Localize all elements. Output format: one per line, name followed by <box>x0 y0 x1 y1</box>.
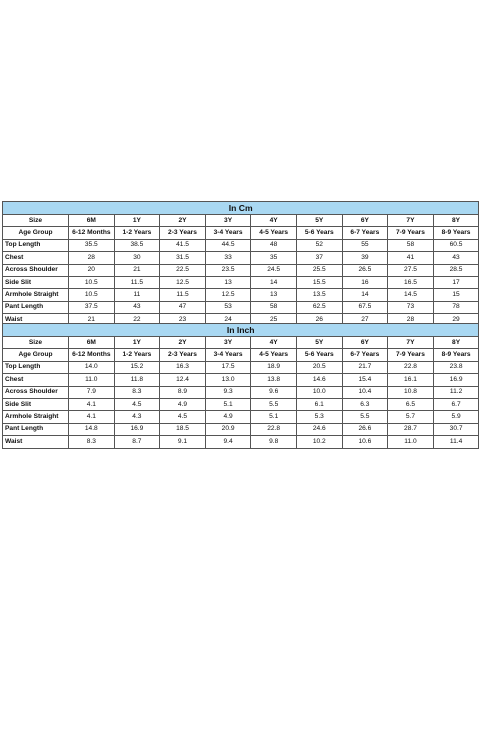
measurement-value: 28 <box>388 314 434 326</box>
measurement-value: 11.2 <box>433 386 479 398</box>
measurement-value: 11.4 <box>433 436 479 448</box>
table-title: In Inch <box>3 324 479 337</box>
measurement-value: 9.6 <box>251 386 297 398</box>
size-header-cell: 1Y <box>114 215 160 227</box>
measurement-value: 55 <box>342 239 388 251</box>
measurement-value: 25.5 <box>296 264 342 276</box>
size-header-label: Size <box>3 215 69 227</box>
measurement-value: 4.5 <box>160 411 206 423</box>
size-header-row <box>3 337 479 349</box>
measurement-value: 67.5 <box>342 301 388 313</box>
age-group-cell: 3-4 Years <box>205 349 251 361</box>
measurement-value: 23 <box>160 314 206 326</box>
measurement-value: 14.6 <box>296 374 342 386</box>
table-title: In Cm <box>3 202 479 215</box>
age-group-row <box>3 227 479 239</box>
size-header-cell: 4Y <box>251 215 297 227</box>
measurement-value: 24.6 <box>296 423 342 435</box>
age-group-cell: 8-9 Years <box>433 349 479 361</box>
measurement-value: 22.8 <box>388 361 434 373</box>
measurement-value: 33 <box>205 252 251 264</box>
measurement-value: 30.7 <box>433 423 479 435</box>
measurement-value: 12.5 <box>205 289 251 301</box>
age-group-cell: 4-5 Years <box>251 227 297 239</box>
size-header-cell: 6Y <box>342 337 388 349</box>
measurement-value: 14.0 <box>69 361 115 373</box>
measurement-value: 62.5 <box>296 301 342 313</box>
age-group-cell: 8-9 Years <box>433 227 479 239</box>
measurement-value: 15.4 <box>342 374 388 386</box>
size-header-cell: 7Y <box>388 337 434 349</box>
measurement-value: 10.4 <box>342 386 388 398</box>
measurement-value: 15.5 <box>296 276 342 288</box>
table-row <box>3 239 479 251</box>
measurement-value: 5.1 <box>251 411 297 423</box>
measurement-value: 11 <box>114 289 160 301</box>
measurement-value: 26.5 <box>342 264 388 276</box>
table-row <box>3 374 479 386</box>
table-row <box>3 276 479 288</box>
measurement-value: 60.5 <box>433 239 479 251</box>
measurement-value: 24 <box>205 314 251 326</box>
table-row <box>3 386 479 398</box>
age-group-cell: 6-7 Years <box>342 349 388 361</box>
table-title-row <box>3 202 479 215</box>
measurement-value: 4.5 <box>114 398 160 410</box>
measurement-value: 17.5 <box>205 361 251 373</box>
measurement-value: 12.5 <box>160 276 206 288</box>
measurement-value: 13.0 <box>205 374 251 386</box>
measurement-value: 14.8 <box>69 423 115 435</box>
measurement-value: 37 <box>296 252 342 264</box>
age-group-cell: 3-4 Years <box>205 227 251 239</box>
measurement-value: 28.7 <box>388 423 434 435</box>
measurement-value: 39 <box>342 252 388 264</box>
measurement-value: 10.8 <box>388 386 434 398</box>
measurement-value: 8.3 <box>114 386 160 398</box>
table-row <box>3 361 479 373</box>
measurement-value: 58 <box>388 239 434 251</box>
measurement-value: 41 <box>388 252 434 264</box>
table-row <box>3 411 479 423</box>
measurement-value: 21 <box>114 264 160 276</box>
measurement-value: 4.9 <box>205 411 251 423</box>
measurement-label: Side Slit <box>3 276 69 288</box>
measurement-value: 25 <box>251 314 297 326</box>
size-header-label: Size <box>3 337 69 349</box>
measurement-value: 47 <box>160 301 206 313</box>
measurement-value: 10.5 <box>69 276 115 288</box>
table-row <box>3 264 479 276</box>
measurement-value: 22 <box>114 314 160 326</box>
measurement-value: 7.9 <box>69 386 115 398</box>
measurement-value: 8.7 <box>114 436 160 448</box>
age-group-cell: 1-2 Years <box>114 227 160 239</box>
measurement-value: 4.1 <box>69 411 115 423</box>
measurement-label: Pant Length <box>3 301 69 313</box>
size-chart-inch-table <box>2 323 479 449</box>
measurement-value: 58 <box>251 301 297 313</box>
measurement-value: 78 <box>433 301 479 313</box>
measurement-value: 16.3 <box>160 361 206 373</box>
measurement-value: 9.8 <box>251 436 297 448</box>
measurement-value: 14 <box>342 289 388 301</box>
measurement-value: 10.0 <box>296 386 342 398</box>
age-group-cell: 6-12 Months <box>69 349 115 361</box>
table-row <box>3 252 479 264</box>
measurement-value: 6.7 <box>433 398 479 410</box>
measurement-value: 16.9 <box>114 423 160 435</box>
size-header-cell: 1Y <box>114 337 160 349</box>
age-group-cell: 2-3 Years <box>160 349 206 361</box>
measurement-value: 20 <box>69 264 115 276</box>
measurement-label: Armhole Straight <box>3 289 69 301</box>
measurement-value: 5.1 <box>205 398 251 410</box>
measurement-label: Across Shoulder <box>3 264 69 276</box>
measurement-value: 23.5 <box>205 264 251 276</box>
size-header-cell: 4Y <box>251 337 297 349</box>
measurement-label: Top Length <box>3 361 69 373</box>
measurement-value: 8.9 <box>160 386 206 398</box>
measurement-value: 18.5 <box>160 423 206 435</box>
measurement-value: 21.7 <box>342 361 388 373</box>
table-title-row <box>3 324 479 337</box>
measurement-value: 5.7 <box>388 411 434 423</box>
measurement-value: 28 <box>69 252 115 264</box>
measurement-value: 14 <box>251 276 297 288</box>
measurement-value: 31.5 <box>160 252 206 264</box>
measurement-value: 43 <box>114 301 160 313</box>
size-header-cell: 6M <box>69 215 115 227</box>
measurement-value: 18.9 <box>251 361 297 373</box>
age-group-cell: 2-3 Years <box>160 227 206 239</box>
measurement-value: 30 <box>114 252 160 264</box>
measurement-value: 37.5 <box>69 301 115 313</box>
measurement-value: 43 <box>433 252 479 264</box>
age-group-cell: 4-5 Years <box>251 349 297 361</box>
age-group-cell: 5-6 Years <box>296 349 342 361</box>
size-header-cell: 2Y <box>160 337 206 349</box>
measurement-value: 22.8 <box>251 423 297 435</box>
size-header-cell: 6M <box>69 337 115 349</box>
measurement-value: 12.4 <box>160 374 206 386</box>
measurement-value: 16 <box>342 276 388 288</box>
size-header-cell: 7Y <box>388 215 434 227</box>
measurement-value: 13.8 <box>251 374 297 386</box>
measurement-value: 5.9 <box>433 411 479 423</box>
measurement-value: 53 <box>205 301 251 313</box>
size-header-cell: 5Y <box>296 337 342 349</box>
measurement-value: 15.2 <box>114 361 160 373</box>
measurement-label: Pant Length <box>3 423 69 435</box>
size-header-cell: 8Y <box>433 215 479 227</box>
measurement-value: 48 <box>251 239 297 251</box>
table-row <box>3 301 479 313</box>
age-group-cell: 7-9 Years <box>388 227 434 239</box>
size-header-cell: 5Y <box>296 215 342 227</box>
size-header-cell: 3Y <box>205 337 251 349</box>
table-row <box>3 398 479 410</box>
measurement-label: Waist <box>3 314 69 326</box>
measurement-value: 14.5 <box>388 289 434 301</box>
measurement-value: 22.5 <box>160 264 206 276</box>
measurement-value: 10.5 <box>69 289 115 301</box>
measurement-value: 4.3 <box>114 411 160 423</box>
measurement-value: 29 <box>433 314 479 326</box>
measurement-value: 4.1 <box>69 398 115 410</box>
measurement-value: 11.5 <box>114 276 160 288</box>
measurement-value: 21 <box>69 314 115 326</box>
measurement-label: Chest <box>3 374 69 386</box>
measurement-value: 44.5 <box>205 239 251 251</box>
measurement-value: 11.0 <box>388 436 434 448</box>
measurement-value: 27 <box>342 314 388 326</box>
measurement-value: 5.5 <box>342 411 388 423</box>
measurement-value: 9.3 <box>205 386 251 398</box>
measurement-value: 5.3 <box>296 411 342 423</box>
age-group-cell: 6-12 Months <box>69 227 115 239</box>
measurement-value: 10.2 <box>296 436 342 448</box>
measurement-value: 13 <box>251 289 297 301</box>
size-chart-cm-table <box>2 201 479 327</box>
age-group-cell: 5-6 Years <box>296 227 342 239</box>
measurement-value: 26.6 <box>342 423 388 435</box>
measurement-label: Across Shoulder <box>3 386 69 398</box>
measurement-value: 11.5 <box>160 289 206 301</box>
measurement-value: 17 <box>433 276 479 288</box>
measurement-value: 16.9 <box>433 374 479 386</box>
measurement-value: 38.5 <box>114 239 160 251</box>
measurement-value: 13 <box>205 276 251 288</box>
measurement-value: 11.8 <box>114 374 160 386</box>
measurement-value: 10.6 <box>342 436 388 448</box>
measurement-value: 20.5 <box>296 361 342 373</box>
age-group-cell: 6-7 Years <box>342 227 388 239</box>
measurement-value: 6.1 <box>296 398 342 410</box>
table-row <box>3 436 479 448</box>
measurement-value: 5.5 <box>251 398 297 410</box>
measurement-value: 41.5 <box>160 239 206 251</box>
measurement-value: 26 <box>296 314 342 326</box>
measurement-value: 6.5 <box>388 398 434 410</box>
measurement-value: 35.5 <box>69 239 115 251</box>
measurement-value: 8.3 <box>69 436 115 448</box>
measurement-label: Waist <box>3 436 69 448</box>
measurement-value: 52 <box>296 239 342 251</box>
measurement-label: Chest <box>3 252 69 264</box>
age-group-cell: 7-9 Years <box>388 349 434 361</box>
age-group-label: Age Group <box>3 227 69 239</box>
measurement-value: 35 <box>251 252 297 264</box>
size-header-cell: 2Y <box>160 215 206 227</box>
measurement-label: Armhole Straight <box>3 411 69 423</box>
measurement-label: Side Slit <box>3 398 69 410</box>
size-header-cell: 6Y <box>342 215 388 227</box>
age-group-row <box>3 349 479 361</box>
measurement-value: 4.9 <box>160 398 206 410</box>
size-header-cell: 8Y <box>433 337 479 349</box>
table-row <box>3 289 479 301</box>
measurement-value: 23.8 <box>433 361 479 373</box>
measurement-label: Top Length <box>3 239 69 251</box>
size-header-cell: 3Y <box>205 215 251 227</box>
measurement-value: 20.9 <box>205 423 251 435</box>
age-group-cell: 1-2 Years <box>114 349 160 361</box>
measurement-value: 24.5 <box>251 264 297 276</box>
measurement-value: 27.5 <box>388 264 434 276</box>
table-row <box>3 423 479 435</box>
age-group-label: Age Group <box>3 349 69 361</box>
size-header-row <box>3 215 479 227</box>
measurement-value: 73 <box>388 301 434 313</box>
measurement-value: 13.5 <box>296 289 342 301</box>
measurement-value: 11.0 <box>69 374 115 386</box>
measurement-value: 28.5 <box>433 264 479 276</box>
measurement-value: 9.4 <box>205 436 251 448</box>
measurement-value: 6.3 <box>342 398 388 410</box>
measurement-value: 16.1 <box>388 374 434 386</box>
measurement-value: 15 <box>433 289 479 301</box>
measurement-value: 9.1 <box>160 436 206 448</box>
measurement-value: 16.5 <box>388 276 434 288</box>
